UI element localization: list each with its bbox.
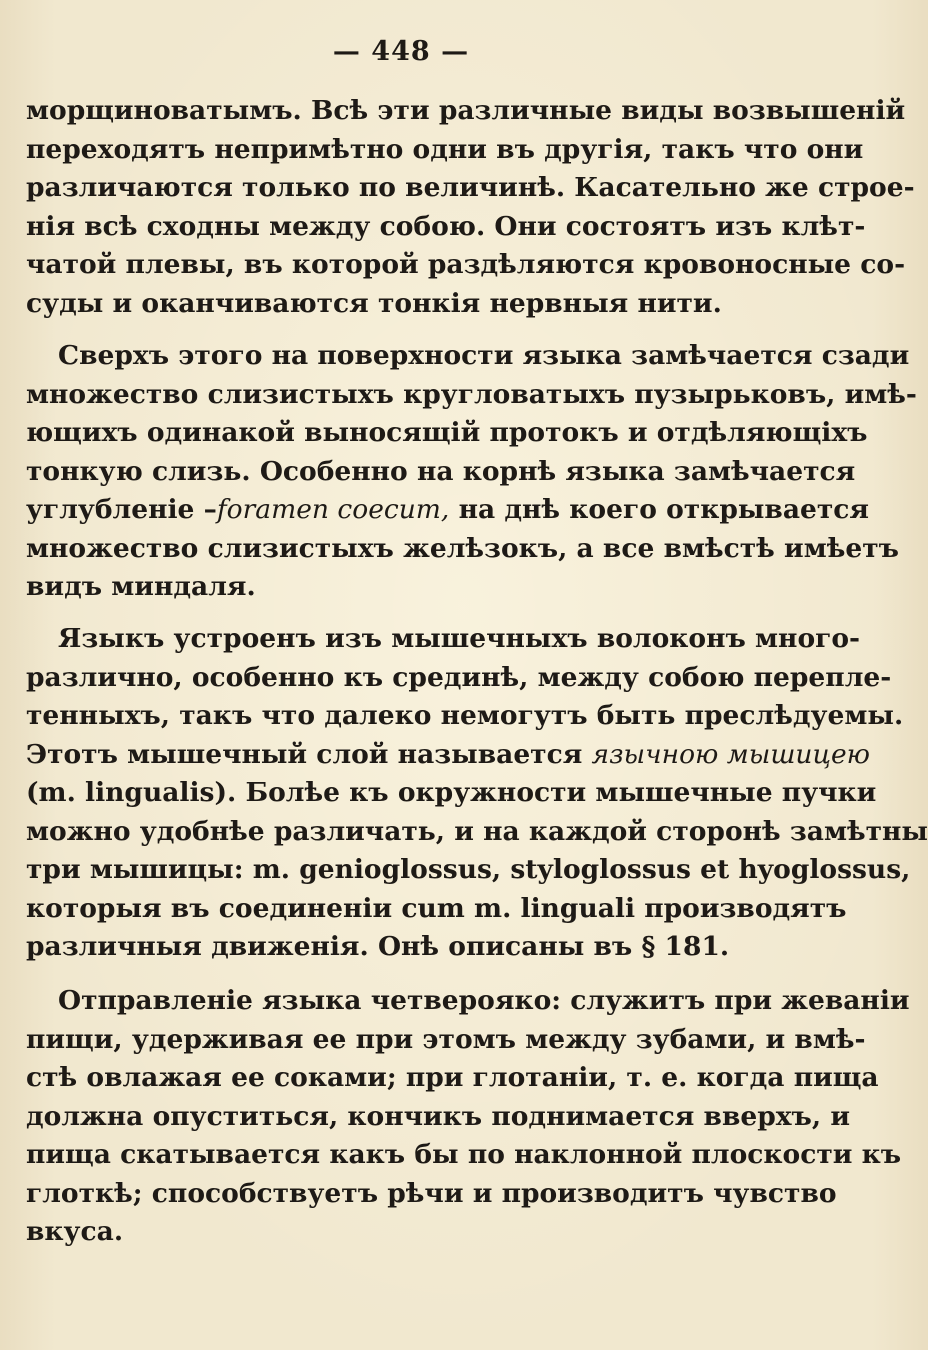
italic-term: язычною мышицею: [591, 738, 871, 770]
text-line: различныя движенія. Онѣ описаны въ § 181.: [26, 931, 730, 962]
text-line: Сверхъ этого на поверхности языка замѣчается сзади: [58, 340, 910, 371]
text-line: суды и оканчиваются тонкія нервныя нити.: [26, 287, 722, 319]
text-line-with-italic: [26, 736, 871, 775]
text-line: видъ миндаля.: [26, 571, 256, 602]
text-line: тенныхъ, такъ что далеко немогутъ быть преслѣдуемы.: [26, 700, 904, 731]
text-line: ющихъ одинакой выносящій протокъ и отдѣляющіхъ: [26, 417, 868, 448]
text-line: различаются только по величинѣ. Касательно же строе-: [26, 172, 915, 203]
text-line: (m. lingualis). Болѣе къ окружности мышечные пучки: [26, 777, 877, 808]
page-number: — 448 —: [332, 36, 470, 67]
paragraph-3: [26, 620, 928, 967]
text-line: морщиноватымъ. Всѣ эти различные виды возвышеній: [26, 95, 906, 126]
text-segment: Этотъ мышечный слой называется: [26, 738, 592, 770]
paragraph-2: [26, 337, 917, 607]
text-line: которыя въ соединеніи cum m. linguali производятъ: [26, 892, 847, 924]
text-line: три мышицы: m. genioglossus, styloglossus et hyoglossus,: [26, 854, 911, 885]
text-line: пища скатывается какъ бы по наклонной плоскости къ: [26, 1139, 902, 1170]
paragraph-4: [26, 982, 910, 1252]
text-line: вкуса.: [26, 1216, 124, 1247]
text-line: чатой плевы, въ которой раздѣляются кровоносные со-: [26, 249, 906, 280]
text-line: стѣ овлажая ее соками; при глотаніи, т. е. когда пища: [26, 1062, 879, 1093]
text-line: должна опуститься, кончикъ поднимается вверхъ, и: [26, 1100, 850, 1132]
text-line: пищи, удерживая ее при этомъ между зубами, и вмѣ-: [26, 1023, 866, 1055]
text-line: различно, особенно къ срединѣ, между собою перепле-: [26, 661, 892, 693]
text-line: Языкъ устроенъ изъ мышечныхъ волоконъ много-: [58, 623, 861, 654]
latin-term: foramen coecum,: [216, 494, 450, 525]
text-line: множество слизистыхъ кругловатыхъ пузырьковъ, имѣ-: [26, 378, 917, 410]
text-line: нія всѣ сходны между собою. Они состоятъ изъ клѣт-: [26, 210, 866, 242]
text-line: глоткѣ; способствуетъ рѣчи и производитъ чувство: [26, 1177, 837, 1209]
text-line-with-italic: [26, 491, 870, 530]
text-segment: на днѣ коего открывается: [449, 494, 870, 525]
text-line: множество слизистыхъ желѣзокъ, а все вмѣстѣ имѣетъ: [26, 532, 899, 564]
text-line: можно удобнѣе различать, и на каждой сторонѣ замѣтны: [26, 815, 928, 847]
text-line: переходятъ непримѣтно одни въ другія, такъ что они: [26, 133, 864, 165]
text-segment: углубленіе –: [26, 494, 217, 525]
text-line: Отправленіе языка четвероякo: служитъ при жеваніи: [58, 985, 910, 1016]
paragraph-1: [26, 92, 915, 323]
text-line: тонкую слизь. Особенно на корнѣ языка замѣчается: [26, 455, 856, 487]
